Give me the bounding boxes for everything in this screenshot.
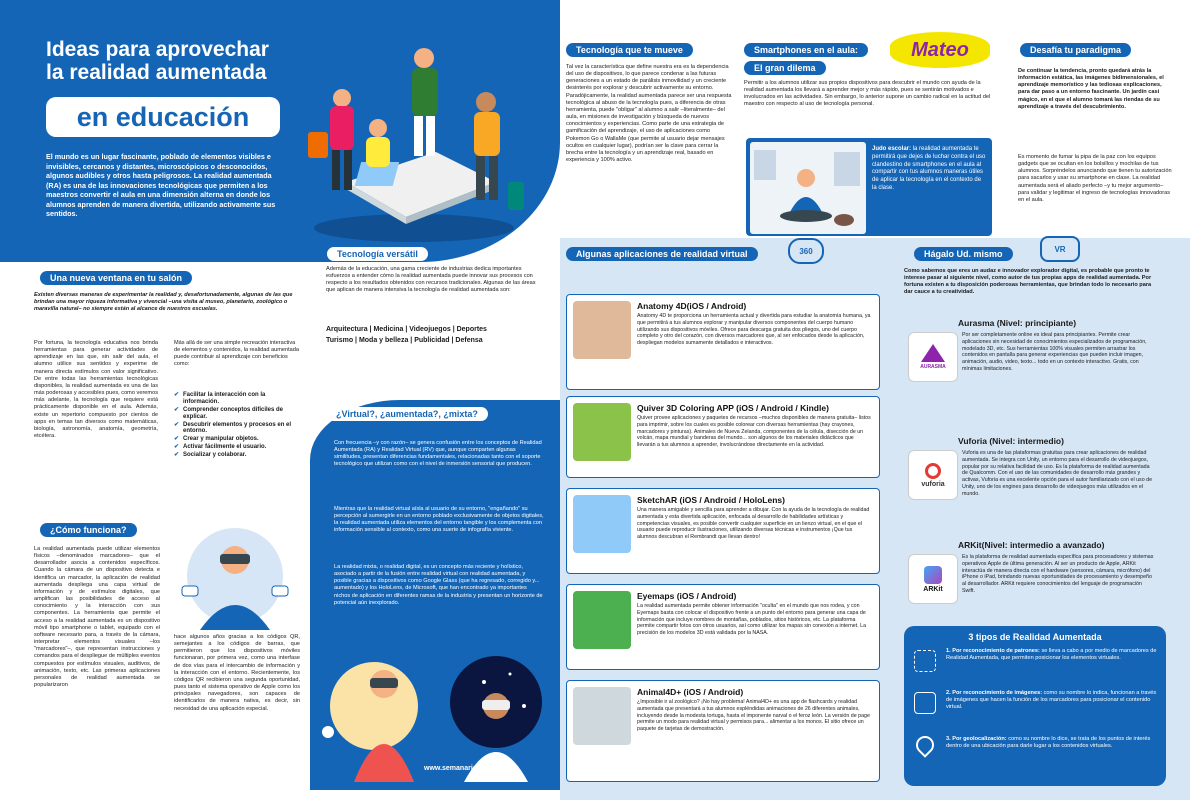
- judo-text-wrap: [872, 146, 986, 193]
- ventana-col1: Por fortuna, la tecnología educativa nos brinda herramientas para generar actividades de aprendizaje en las que, sin salir del aula, el alumno utilice sus sentidos y experime de manera directa estímulos con valor significativo. De entre todas las herramientas tecnológicas disponibles, la realidad aumentada es una de las más poderosas y accesibles pues, como veremos más adelante, la tecnología que requiere está prácticamente disponible en el aula. Además, existe un repertorio compuesto por cientos de apps en temas tan diversos como matemáticas, biología, astronomía, anatomía, geometría, etcétera.: [34, 340, 158, 440]
- como-col1: La realidad aumentada puede utilizar elementos físicos –denominados marcadores– que el desarrollador asocia a contenidos específicos. Cuando la cámara de un dispositivo detecta e identifica un marcador, la aplicación de realidad aumentada despliega una capa virtual de información y de estímulos digitales, que amplifican las posibilidades de acceso al conocimiento y la interacción con sus componentes. La herramienta que permite el acceso a la realidad aumentada es un dispositivo móvil tipo smartphone o tablet, equipado con el software necesario para, a través de la cámara, interpretar elementos visuales –los "marcadores"–, que representan instrucciones y comandos para el despliegue de múltiples eventos compuestos por estímulos visuales, auditivos, de animación, texto, etc. Las primeras aplicaciones personales de realidad aumentada se popularizaron: [34, 546, 160, 688]
- smart-heading-wrap: [744, 40, 868, 76]
- ventana-col2: Más allá de ser una simple recreación interactiva de elementos y contenidos, la realidad aumentada puede contribuir al aprendizaje con beneficios como:: [174, 340, 300, 368]
- como-col2: hace algunos años gracias a los códigos QR, semejantes a los códigos de barras, que permitieron que los dispositivos móviles funcionaran, por primera vez, como una interfase de dos vías para el intercambio de información y la interacción con el entorno. Recientemente, los códigos QR recibieron una segunda oportunidad, pues tanto el sistema operativo de Apple como los principales navegadores, son capaces de identificarlos de manera nativa, es decir, sin necesidad de una aplicación especial.: [174, 634, 300, 712]
- arkit-logo-text: ARKit: [923, 585, 943, 593]
- anatomy-thumb-icon: [573, 301, 631, 359]
- title-line-1: Ideas para aprovechar: [46, 38, 269, 61]
- meditating-student-illustration: [750, 142, 866, 234]
- tipo-label: 1. Por reconocimiento de patrones:: [946, 648, 1040, 654]
- benefit-item: ✔ Activar fácilmente el usuario.: [174, 444, 302, 451]
- benefits-list: [174, 392, 302, 460]
- site-url[interactable]: www.semanariotiempo.it: [424, 765, 507, 772]
- title-line-2: la realidad aumentada: [46, 61, 267, 85]
- app-name: Anatomy 4D(iOS / Android): [637, 301, 747, 311]
- hero-intro: El mundo es un lugar fascinante, poblado de elementos visibles e invisibles, cercanos y distantes, microscópicos o desconocidos, algunos audibles y otros hasta peligrosos. La realidad aumentada (RA) es una de las innovaciones tecnológicas que permiten a los maestros convertir el aula en una dimensión alterna en donde los alumnos aprenden de manera divertida, utilizando activamente sus sentidos.: [46, 152, 276, 218]
- image-recognition-icon: [914, 692, 936, 714]
- tipo-text: como su nombre lo dice, se trata de los puntos de interés dentro de una ubicación para darle lugar a los contenidos virtuales.: [946, 736, 1151, 750]
- mateo-logo: Mateo: [890, 32, 990, 68]
- desafia-p1: De continuar la tendencia, pronto quedará atrás la información estática, las imágenes bidimensionales, el aprendizaje memorístico y las tediosas explicaciones, para dar paso a un entorno fascinante. Un jardín casi mágico, en el que el alumno tomará las riendas de su aprendizaje a través del descubrimiento.: [1018, 68, 1164, 110]
- smart-heading-1: Smartphones en el aula:: [744, 43, 868, 57]
- app-card-sketchar: [566, 488, 880, 574]
- arkit-logo-icon: [908, 554, 958, 604]
- smart-heading-2: El gran dilema: [744, 61, 826, 75]
- title-line-3: en educación: [76, 101, 250, 132]
- quiver-thumb-icon: [573, 403, 631, 461]
- tipo-label: 2. Por reconocimiento de imágenes:: [946, 690, 1043, 696]
- app-desc: La realidad aumentada permite obtener información "oculta" en el mundo que nos rodea, y con Eyemaps basta con colocar el dispositivo frente a un punto del entorno para generar una capa de información que incluye nombres de montañas, poblados, sitios históricos, etc. La plataforma permite compartir fotos con otros usuarios, así como utilizar los mapas sin conexión a internet. La precisión de los modelos 3D está validada por la NASA.: [637, 603, 867, 637]
- desafia-heading: Desafía tu paradigma: [1020, 43, 1131, 57]
- app-name: SketchAR (iOS / Android / HoloLens): [637, 495, 785, 505]
- tool-desc: Es la plataforma de realidad aumentada específica para procesadores y sistemas operativos Apple de última generación. Al ser un producto de Apple, ARKit interactúa de manera directa con el hardware (sensores, cámara, micrófono) del iPhone o iPad, brindando nuevas oportunidades de procesamiento y desempeño al desarrollador. ARKit requiere conocimientos del lenguaje de programación Swift.: [962, 554, 1154, 594]
- ventana-heading: Una nueva ventana en tu salón: [40, 271, 192, 285]
- versatil-areas-2: Turismo | Moda y belleza | Publicidad | Defensa: [326, 337, 483, 344]
- vuforia-logo-text: vuforia: [921, 480, 945, 488]
- aurasma-logo-text: AURASMA: [920, 364, 946, 370]
- app-card-quiver: [566, 396, 880, 478]
- hagalo-heading: Hágalo Ud. mismo: [914, 247, 1013, 261]
- benefit-item: ✔ Facilitar la interacción con la información.: [174, 392, 302, 406]
- como-heading-wrap: [40, 520, 137, 538]
- desafia-heading-wrap: [1020, 40, 1131, 58]
- apps-heading-wrap: [566, 244, 758, 262]
- tool-name: Aurasma (Nivel: principiante): [958, 318, 1077, 328]
- benefit-item: ✔ Crear y manipular objetos.: [174, 436, 302, 443]
- 360-icon: 360: [799, 246, 813, 256]
- vr-headset-badge: [1040, 236, 1080, 262]
- app-desc: ¿Imposible ir al zoológico? ¡No hay problema! Animal4D+ es una app de flashcards y realidad aumentada que presentará a tus alumnos espléndidas animaciones de 26 diferentes animales, incluyendo desde la modesta tortuga, hasta el imponente narval o el feroz león. La versión de page permite un modo para realidad virtual y permisos para... alimentar a los monos. El sitio ofrece un paquete de tarjetas de demostración.: [637, 699, 870, 733]
- app-desc: Anatomy 4D te proporciona un herramienta actual y divertida para estudiar la anatomía humana, ya que permitirá a tus alumnos explorar y manipular diversos componentes del cuerpo humano utilizando sus dispositivos móviles. Ofrece para descarga gratuita dos pliegos, uno del cuerpo completo y otro del corazón, con diversos marcadores que, al ser enfocados desde la aplicación, despliegan modelos sumamente detallados e interactivos.: [637, 313, 871, 347]
- judo-text: la realidad aumentada te permitirá que dejes de luchar contra el uso clandestino de smartphones en el aula al compartir con tus alumnos maneras útiles de aplicar la tecnología en el contexto de la clase.: [872, 146, 986, 191]
- benefit-item: ✔ Socializar y colaborar.: [174, 452, 302, 459]
- aurasma-logo-icon: [908, 332, 958, 382]
- vuforia-logo-icon: [908, 450, 958, 500]
- pattern-icon: [914, 650, 936, 672]
- tool-name: ARKit(Nivel: intermedio a avanzado): [958, 540, 1105, 550]
- mixta-p1: Con frecuencia –y con razón– se genera confusión entre los conceptos de Realidad Aumentada (RA) y Realidad Virtual (RV) que, aunque comparten algunas similitudes, presentan diferencias fundamentales, relacionadas tanto con el soporte tecnológico que utilizan como con el nivel de inmersión sensorial que producen.: [334, 440, 542, 468]
- tipo-text: como su nombre lo indica, funcionan a través de imágenes que hacen la función de los marcadores para posicionar el contenido virtual.: [946, 690, 1157, 711]
- students-vr-illustration: [296, 32, 532, 250]
- mueve-heading-wrap: [566, 40, 693, 58]
- tool-name: Vuforia (Nivel: intermedio): [958, 436, 1064, 446]
- app-card-anatomy: [566, 294, 880, 390]
- sketchar-thumb-icon: [573, 495, 631, 553]
- app-card-animal4d: [566, 680, 880, 782]
- tool-desc: Vuforia es una de las plataformas gratuitas para crear aplicaciones de realidad aumentada. Se integra con Unity, un entorno para el desarrollo de videojuegos, popular por su relativa facilidad de uso. Es la plataforma de realidad aumentada de Qualcomm. Con el uso de las comunidades de desarrollo más grandes y activas, Vuforia es una excelente opción para el autor familiarizado con el uso de Unity, uno de los engines para desarrollo de videojuegos más utilizados en el mundo.: [962, 450, 1153, 497]
- versatil-heading: Tecnología versátil: [326, 246, 429, 262]
- app-desc: Una manera amigable y sencilla para aprender a dibujar. Con la ayuda de la tecnología de realidad aumentada y esta divertida aplicación, enfocada al desarrollo de habilidades artísticas y competencias visuales, es posible convertir cualquier superficie en un lienzo virtual, en el que el usuario puede reproducir ilustraciones, utilizando diversas técnicas e instrumentos ¡Que tus alumnos descubran el Rembrandt que llevan dentro!: [637, 507, 870, 541]
- benefit-item: ✔ Descubrir elementos y procesos en el entorno.: [174, 422, 302, 436]
- tipo-3: [910, 734, 1162, 774]
- animal4d-thumb-icon: [573, 687, 631, 745]
- ventana-heading-wrap: [40, 268, 192, 286]
- versatil-text: Además de la educación, una gama creciente de industrias dedica importantes esfuerzos a entender cómo la realidad aumentada puede innovar sus procesos con respecto a los resultados obtenidos con recursos tradicionales. Algunas de las áreas que aplican de manera intensiva la tecnología de realidad aumentada son:: [326, 266, 536, 294]
- app-name: Animal4D+ (iOS / Android): [637, 687, 744, 697]
- tipo-text: se lleva a cabo a por medio de marcadores de Realidad Aumentada, que permiten posicionar los elementos virtuales.: [946, 648, 1157, 662]
- como-heading: ¿Cómo funciona?: [40, 523, 137, 537]
- ventana-lead: Existen diversas maneras de experimentar la realidad y, desafortunadamente, algunas de las que brindan una mayor riqueza informativa y vivencial –una visita al museo, planetario, zoológico o maravilla natural– no siempre están al alcance de nuestros escuelas.: [34, 292, 293, 313]
- app-card-eyemaps: [566, 584, 880, 670]
- benefit-item: ✔ Comprender conceptos difíciles de explicar.: [174, 407, 302, 421]
- app-name: Eyemaps (iOS / Android): [637, 591, 737, 601]
- mixta-heading-wrap: [326, 404, 488, 422]
- location-pin-icon: [912, 732, 937, 757]
- app-desc: Quiver provee aplicaciones y paquetes de recursos –muchos disponibles de manera gratuita– listos para imprimir, sobre los cuales es posible colorear con diversas herramientas (hay crayones, marcadores y pinturas). Animales de Nueva Zelanda, componentes de la célula, disección de un volcán, mapa mundial y banderas del mundo... son algunos de los materiales didácticos que llevarán a tus alumnos a aprender, involucrándose directamente en la actividad.: [637, 415, 871, 449]
- tipos-heading: 3 tipos de Realidad Aumentada: [968, 632, 1102, 642]
- judo-label: Judo escolar:: [872, 146, 912, 152]
- versatil-heading-wrap: [326, 244, 429, 262]
- tool-vuforia: [904, 436, 1156, 536]
- versatil-areas-1: Arquitectura | Medicina | Videojuegos | Deportes: [326, 326, 487, 333]
- hagalo-intro: Como sabemos que eres un audaz e innovador explorador digital, es probable que pronto te interese pasar al siguiente nivel, como autor de tus propias apps de realidad aumentada. Por fortuna existen a tu disposición poderosas herramientas, que brindan todo lo necesario para dar cauce a tu creatividad.: [904, 268, 1152, 296]
- eyemaps-thumb-icon: [573, 591, 631, 649]
- tipo-2: [910, 688, 1162, 728]
- 360-badge: [788, 238, 824, 264]
- app-name: Quiver 3D Coloring APP (iOS / Android / Kindle): [637, 403, 829, 413]
- mixta-heading: ¿Virtual?, ¿aumentada?, ¿mixta?: [326, 407, 488, 421]
- tool-aurasma: [904, 318, 1156, 418]
- desafia-p2: Es momento de fumar la pipa de la paz con los equipos gadgets que se ocultan en los bolsillos y mochilas de tus alumnos. Sorpréndelos anunciando que tienen tu autorización para sacarlos y usar su smartphone en clase. La realidad aumentada será el aliado perfecto –y tu mejor argumento– para validar y legitimar el ingreso de tecnologías innovadoras en el aula.: [1018, 154, 1172, 203]
- hero-title: [46, 38, 306, 85]
- mixta-p2: Mientras que la realidad virtual aísla al usuario de su entorno, "engañando" su percepción al sumergirle en un entorno poblado exclusivamente de objetos digitales, la realidad aumentada utiliza elementos del entorno tangible y los complementa con información sensible al contexto, como una suerte de infografía viviente.: [334, 506, 544, 534]
- smart-text: Permitir a los alumnos utilizar sus propios dispositivos para descubrir el mundo con ayuda de la realidad aumentada los llevará a aprender mejor y más rápido, pues se sentirán motivados e involucrados en las actividades. Sin embargo, lo anterior supone un cambio radical en la actitud del maestro con respecto al uso de tecnología personal.: [744, 80, 991, 108]
- mueve-heading: Tecnología que te mueve: [566, 43, 693, 57]
- tipo-1: [910, 646, 1162, 686]
- vr-people-illustration: [314, 636, 554, 782]
- tool-arkit: [904, 540, 1156, 620]
- tool-desc: Por ser completamente online es ideal para principiantes. Permite crear aplicaciones sin necesidad de conocimientos especializados de programación, modelado 3D, etc. Sus herramientas 100% visuales permiten arrastrar los contenidos en pantalla para generar experiencias que pueden incluir imagen, animación, audio, video, texto... todo en un contexto interactivo. Gratis, con mínimas limitaciones.: [962, 332, 1147, 372]
- hagalo-heading-wrap: [914, 244, 1013, 262]
- vr-user-illustration: [170, 520, 300, 632]
- title-highlight: [46, 97, 280, 137]
- apps-heading: Algunas aplicaciones de realidad virtual: [566, 247, 758, 261]
- mixta-p3: La realidad mixta, o realidad digital, es un concepto más reciente y holístico, asociado a partir de la fusión entre realidad virtual con realidad aumentada, y posible gracias a dispositivos como Google Glass (que ha regresado, corregido y... aumentado) y los HoloLens, de Microsoft, que han encontrado ya importantes nichos de aplicación en diferentes ramas de la industria y presentan un horizonte de potencial aún inexplorado.: [334, 564, 543, 606]
- vr-headset-icon: VR: [1054, 244, 1066, 254]
- tipo-label: 3. Por geolocalización:: [946, 736, 1007, 742]
- mueve-text: Tal vez la característica que define nuestra era es la dependencia del uso de dispositivos, lo que parece condenar a las futuras generaciones a un estado de parálisis inmovilidad y un creciente desinterés por explorar y descubrir activamente su entorno. Paradójicamente, la realidad aumentada parece ser una respuesta tecnológica al abuso de la tecnología pues, a diferencia de otras herramienta, puede "obligar" al alumno a salir –literalmente– del aula, en misiones de investigación y búsqueda de nuevos conocimientos y experiencias. Como parte de una estrategia de gamificación del aprendizaje, el uso de aplicaciones como Pokemon Go o WallaMe (que permite al usuario dejar mensajes ocultos en cualquier lugar), podrían ser la clave para cerrar la brecha entre la tecnología y un aprendizaje real, basado en experiencia y 100% activo.: [566, 64, 732, 164]
